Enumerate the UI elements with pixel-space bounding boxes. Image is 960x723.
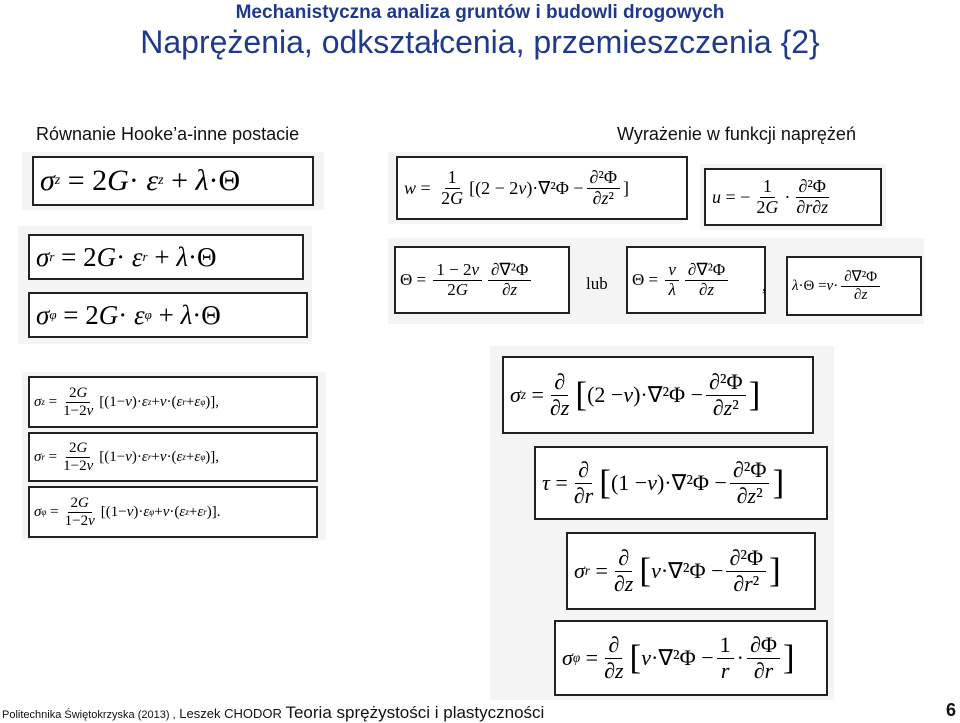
page-title: Naprężenia, odkształcenia, przemieszczenia {2}: [140, 24, 820, 60]
footer-institution: Politechnika Świętokrzyska (2013) ,: [2, 709, 176, 721]
u-equation: u = − $\frac{1}{2G}$ · $\frac{\text{∂²Φ}}{\partial r\partial z}$: [704, 168, 882, 226]
footer-author: Leszek CHODOR: [179, 706, 282, 721]
left-section-label: Równanie Hooke’a-inne postacie: [36, 124, 300, 144]
theta-image: [388, 238, 924, 324]
sz-strain-equation: σ z = $\frac{2G}{1-2\nu}$ [(1− ν )· ε z + ν ·( ε r + ε φ )],: [28, 376, 318, 428]
sphi-strain-equation: σ φ = $\frac{2G}{1-2\nu}$ [(1− ν )· ε φ + ν ·( ε z + ε r )].: [28, 486, 318, 538]
w-image: [388, 152, 684, 224]
right-section-label: Wyrażenie w funkcji naprężeń: [617, 124, 856, 144]
stress-phi-image: [490, 346, 834, 700]
w-equation: w = $\frac{1}{2G}$ [(2 − 2ν)·∇²Φ − $\frac{\text{∂²Φ}}{\text{∂z²}}$ ]: [396, 156, 688, 220]
hooke-z-equation: σ z = 2 G · ε z + λ ·Θ: [32, 156, 314, 206]
page-number: 6: [945, 700, 956, 720]
course-subtitle: Mechanistyczna analiza gruntów i budowli drogowych: [235, 2, 725, 23]
sr-stress-equation: σ r = $\frac{\partial}{\partial z}$ [ ν ·∇²Φ − $\frac{\text{∂²Φ}}{\text{∂r²}}$ ]: [566, 532, 816, 610]
sr-strain-equation: σ r = $\frac{2G}{1-2\nu}$ [(1− ν )· ε r + ν ·( ε z + ε φ )],: [28, 432, 318, 482]
theta-2-equation: Θ = $\frac{\nu}{\lambda}$ $\frac{\text{∂∇²Φ}}{\partial z}$: [626, 246, 766, 314]
comma: ,: [762, 276, 767, 295]
stress-strain-image: [22, 372, 326, 540]
hooke-z-image: [22, 152, 324, 210]
tau-stress-equation: τ = $\frac{\partial}{\partial r}$ [ (1 − ν )·∇²Φ − $\frac{\text{∂²Φ}}{\text{∂z²}}$ ]: [534, 446, 828, 520]
hooke-r-equation: σ r = 2 G · ε r + λ ·Θ: [28, 234, 304, 280]
theta-3-equation: λ ·Θ = ν · $\frac{\text{∂∇²Φ}}{\partial z}$: [786, 256, 922, 316]
theta-1-equation: Θ = $\frac{1 - 2\nu}{2G}$ $\frac{\text{∂∇²Φ}}{\partial z}$: [394, 246, 570, 314]
u-image: [700, 164, 886, 230]
hooke-phi-equation: σ φ = 2 G · ε φ + λ ·Θ: [28, 292, 308, 338]
sz-stress-equation: σ z = $\frac{\partial}{\partial z}$ [ (2 − ν )·∇²Φ − $\frac{\text{∂²Φ}}{\text{∂z²}}$ ]: [502, 356, 814, 434]
footer: [2, 703, 544, 723]
lub-text: lub: [586, 274, 608, 293]
footer-course: Teoria sprężystości i plastyczności: [285, 703, 545, 722]
hooke-r-phi-image: [18, 226, 312, 344]
sphi-stress-equation: σ φ = $\frac{\partial}{\partial z}$ [ ν ·∇²Φ − $\frac{1}{r}$ · $\frac{\partial\Phi}{\partial r}$ ]: [554, 620, 828, 696]
